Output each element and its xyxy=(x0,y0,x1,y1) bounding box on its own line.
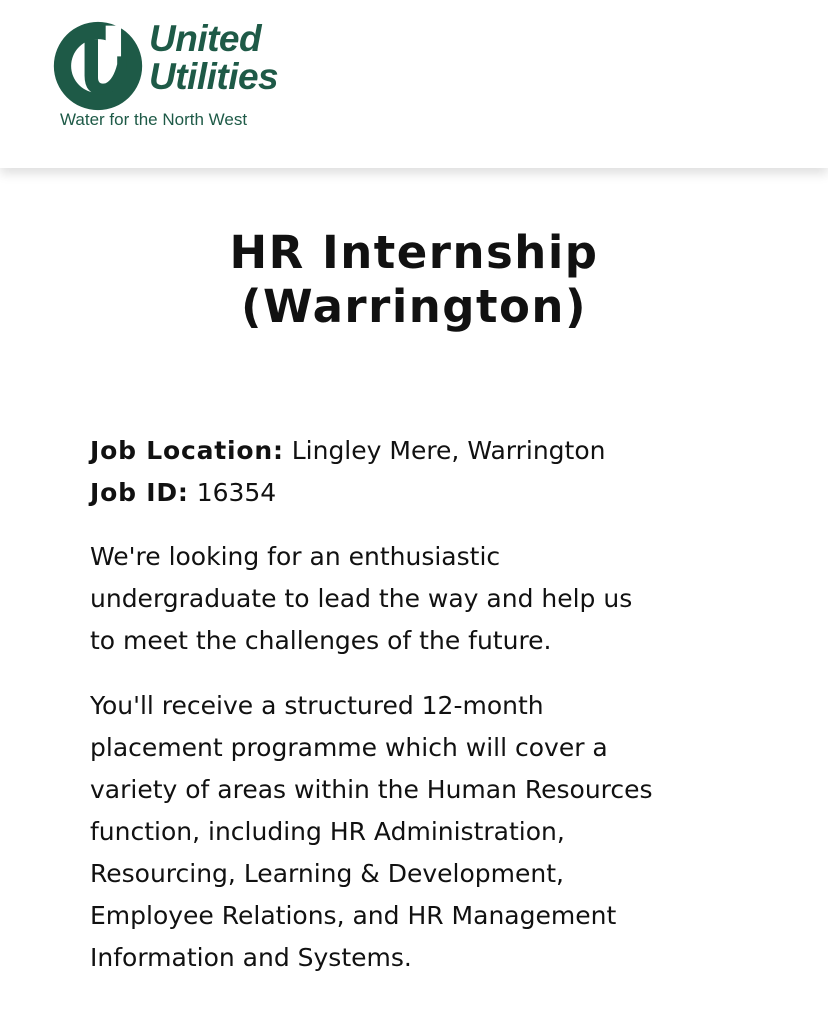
paragraph-line: undergraduate to lead the way and help us xyxy=(90,584,633,613)
paragraph-line: variety of areas within the Human Resources xyxy=(90,775,653,804)
job-location-row xyxy=(90,430,750,472)
paragraph-line: Employee Relations, and HR Management xyxy=(90,901,617,930)
page-title-line1: HR Internship xyxy=(229,226,599,279)
paragraph-line: function, including HR Administration, xyxy=(90,817,565,846)
brand-name-line2: Utilities xyxy=(149,56,279,97)
job-id-label: Job ID: xyxy=(90,478,189,507)
united-utilities-logo[interactable] xyxy=(48,16,308,136)
site-header xyxy=(0,0,828,168)
job-id-value: 16354 xyxy=(196,478,277,507)
intro-paragraph xyxy=(90,536,750,662)
paragraph-line: You'll receive a structured 12-month xyxy=(90,691,544,720)
page-title-line2: (Warrington) xyxy=(240,280,588,333)
paragraph-line: to meet the challenges of the future. xyxy=(90,626,552,655)
programme-paragraph xyxy=(90,685,750,979)
united-utilities-logo-mark-icon xyxy=(50,18,146,114)
paragraph-line: Information and Systems. xyxy=(90,943,412,972)
job-details xyxy=(90,430,750,979)
paragraph-line: Resourcing, Learning & Development, xyxy=(90,859,564,888)
brand-name xyxy=(149,20,278,96)
brand-name-line1: United xyxy=(149,18,262,59)
job-location-value: Lingley Mere, Warrington xyxy=(291,436,606,465)
job-id-row xyxy=(90,472,750,514)
page-title xyxy=(0,226,828,334)
brand-tagline: Water for the North West xyxy=(60,110,248,129)
job-location-label: Job Location: xyxy=(90,436,284,465)
paragraph-line: We're looking for an enthusiastic xyxy=(90,542,501,571)
paragraph-line: placement programme which will cover a xyxy=(90,733,608,762)
